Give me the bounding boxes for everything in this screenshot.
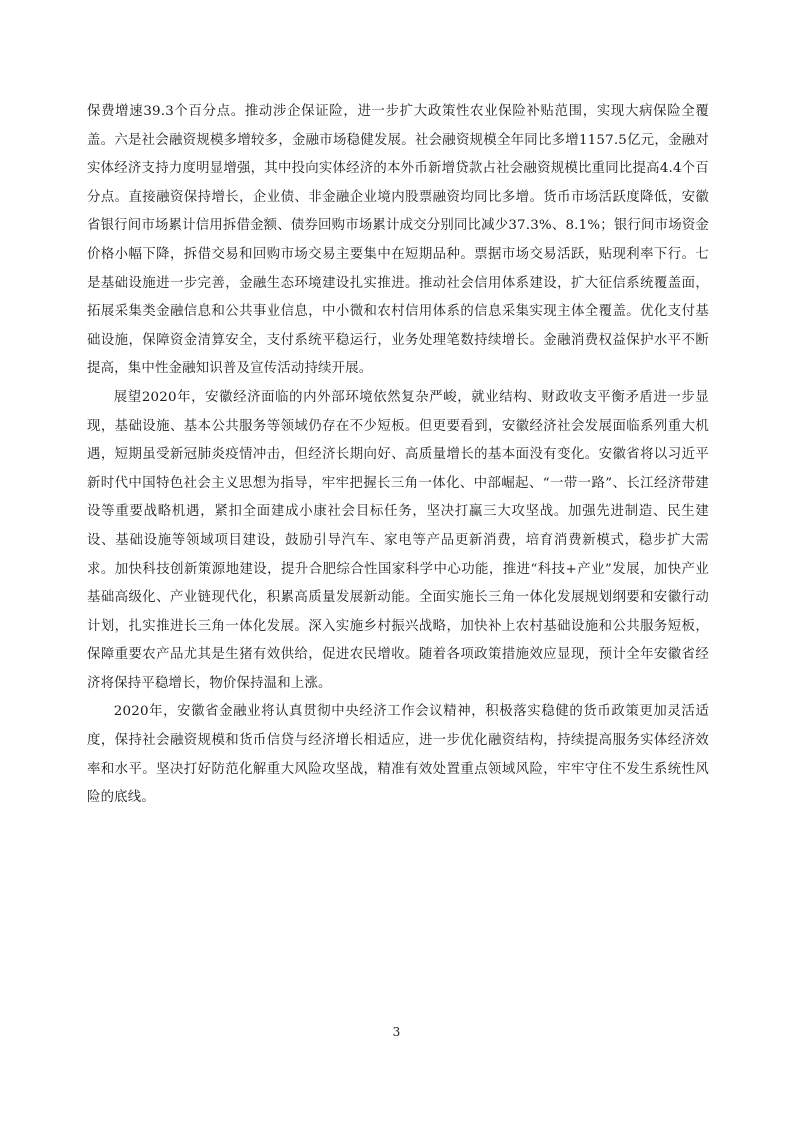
paragraph-economic-outlook-2020: 展望2020年，安徽经济面临的内外部环境依然复杂严峻，就业结构、财政收支平衡矛盾进一步显现，基础设施、基本公共服务等领域仍存在不少短板。但更要看到，安徽经济社会发展面临系列重大机遇，短期虽受新冠肺炎疫情冲击，但经济长期向好、高质量增长的基本面没有变化。安徽省将以习近平新时代中国特色社会主义思想为指导，牢牢把握长三角一体化、中部崛起、“一带一路”、长江经济带建设等重要战略机遇，紧扣全面建成小康社会目标任务，坚决打赢三大攻坚战。加强先进制造、民生建设、基础设施等领域项目建设，鼓励引导汽车、家电等产品更新消费，培育消费新模式，稳步扩大需求。加快科技创新策源地建设，提升合肥综合性国家科学中心功能，推进“科技+产业”发展，加快产业基础高级化、产业链现代化，积累高质量发展新动能。全面实施长三角一体化发展规划纲要和安徽行动计划，扎实推进长三角一体化发展。深入实施乡村振兴战略，加快补上农村基础设施和公共服务短板，保障重要农产品尤其是生猪有效供给，促进农民增收。随着各项政策措施效应显现，预计全年安徽省经济将保持平稳增长，物价保持温和上涨。 bbox=[87, 389, 709, 691]
paragraph-financial-outlook-2020: 2020年，安徽省金融业将认真贯彻中央经济工作会议精神，积极落实稳健的货币政策更加灵活适度，保持社会融资规模和货币信贷与经济增长相适应，进一步优化融资结构，持续提高服务实体经济效率和水平。坚决打好防范化解重大风险攻坚战，精准有效处置重点领域风险，牢牢守住不发生系统性风险的底线。 bbox=[87, 704, 709, 806]
paragraph-financial-summary: 保费增速39.3个百分点。推动涉企保证险，进一步扩大政策性农业保险补贴范围，实现大病保险全覆盖。六是社会融资规模多增较多，金融市场稳健发展。社会融资规模全年同比多增1157.5亿元，金融对实体经济支持力度明显增强，其中投向实体经济的本外币新增贷款占社会融资规模比重同比提高4.4个百分点。直接融资保持增长，企业债、非金融企业境内股票融资均同比多增。货币市场活跃度降低，安徽省银行间市场累计信用拆借金额、债券回购市场累计成交分别同比减少37.3%、8.1%；银行间市场资金价格小幅下降，拆借交易和回购市场交易主要集中在短期品种。票据市场交易活跃，贴现利率下行。七是基础设施进一步完善，金融生态环境建设扎实推进。推动社会信用体系建设，扩大征信系统覆盖面，拓展采集类金融信息和公共事业信息，中小微和农村信用体系的信息采集实现主体全覆盖。优化支付基础设施，保障资金清算安全，支付系统平稳运行，业务处理笔数持续增长。金融消费权益保护水平不断提高，集中性金融知识普及宣传活动持续开展。 bbox=[87, 104, 709, 377]
document-body bbox=[87, 98, 709, 813]
page-number: 3 bbox=[392, 1025, 401, 1039]
